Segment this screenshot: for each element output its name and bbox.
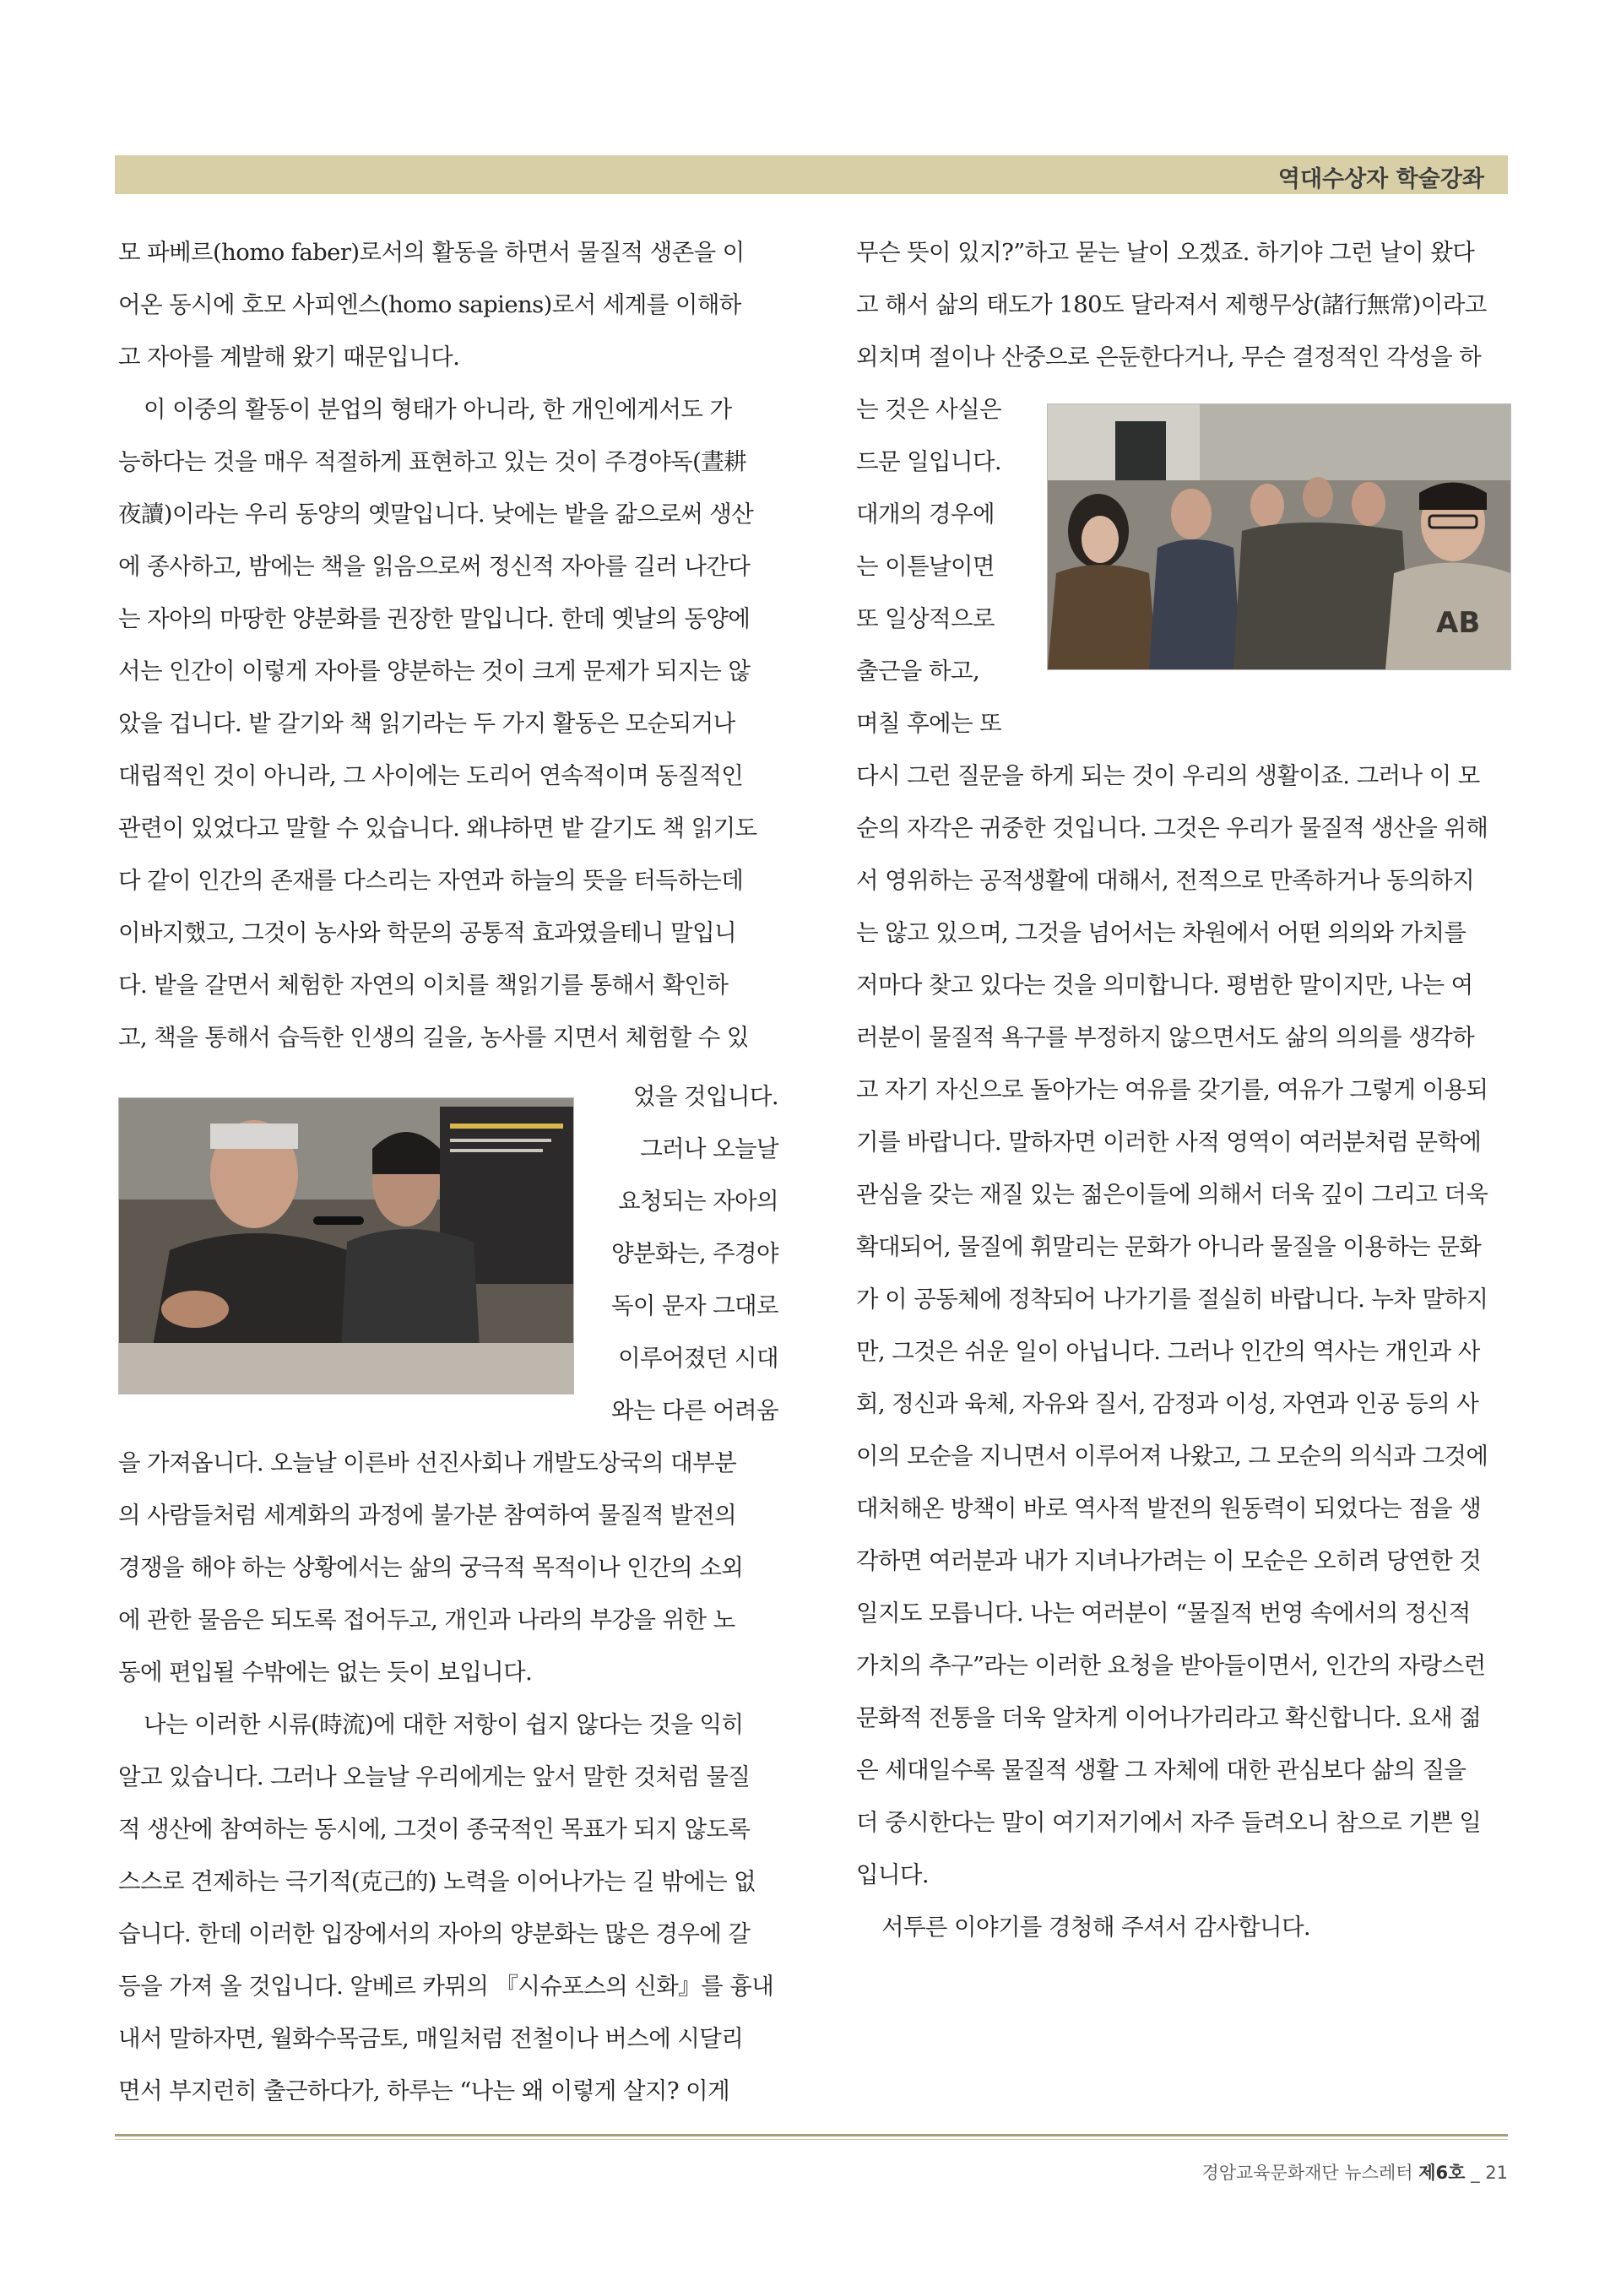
- section-header-bar: [115, 155, 1508, 194]
- text-line: 각하면 여러분과 내가 지녀나가려는 이 모순은 오히려 당연한 것: [856, 1547, 1482, 1574]
- text-line: 나는 이러한 시류(時流)에 대한 저항이 쉽지 않다는 것을 익히: [144, 1711, 744, 1738]
- text-line: 양분화는, 주경야: [610, 1240, 778, 1267]
- text-line: 대립적인 것이 아니라, 그 사이에는 도리어 연속적이며 동질적인: [118, 762, 744, 789]
- text-line: 적 생산에 참여하는 동시에, 그것이 종국적인 목표가 되지 않도록: [118, 1816, 751, 1843]
- text-line: 고 해서 삶의 태도가 180도 달라져서 제행무상(諸行無常)이라고: [856, 291, 1487, 318]
- text-line: 이의 모순을 지니면서 이루어져 나왔고, 그 모순의 의식과 그것에: [856, 1443, 1488, 1470]
- issue-number: 제6호: [1418, 2163, 1466, 2183]
- page-footer: [1201, 2159, 1508, 2185]
- text-line: 이 이중의 활동이 분업의 형태가 아니라, 한 개인에게서도 가: [144, 396, 732, 423]
- text-line: 을 가져옵니다. 오늘날 이른바 선진사회나 개발도상국의 대부분: [118, 1449, 737, 1476]
- text-line: 출근을 하고,: [856, 658, 980, 685]
- text-line: 이루어졌던 시대: [618, 1345, 778, 1372]
- text-line: 저마다 찾고 있다는 것을 의미합니다. 평범한 말이지만, 나는 여: [856, 972, 1473, 999]
- text-line: 와는 다른 어려움: [610, 1397, 778, 1424]
- text-line: 다시 그런 질문을 하게 되는 것이 우리의 생활이죠. 그러나 이 모: [856, 762, 1480, 789]
- right-column-bottom: [856, 750, 1506, 1953]
- text-line: 다. 밭을 갈면서 체험한 자연의 이치를 책읽기를 통해서 확인하: [118, 972, 729, 999]
- right-column: [856, 226, 1506, 383]
- text-line: 그러나 오늘날: [640, 1135, 778, 1162]
- text-line: 더 중시한다는 말이 여기저기에서 자주 들려오니 참으로 기쁜 일: [856, 1809, 1482, 1836]
- text-line: 습니다. 한데 이러한 입장에서의 자아의 양분화는 많은 경우에 갈: [118, 1920, 751, 1947]
- svg-text:AB: AB: [1436, 606, 1481, 640]
- text-line: 등을 가져 올 것입니다. 알베르 카뮈의 『시슈포스의 신화』를 흉내: [118, 1973, 774, 2000]
- text-line: 에 관한 물음은 되도록 접어두고, 개인과 나라의 부강을 위한 노: [118, 1606, 735, 1633]
- text-line: 회, 정신과 육체, 자유와 질서, 감정과 이성, 자연과 인공 등의 사: [856, 1390, 1479, 1417]
- text-line: 고 자기 자신으로 돌아가는 여유를 갖기를, 여유가 그렇게 이용되: [856, 1076, 1488, 1103]
- text-line: 러분이 물질적 욕구를 부정하지 않으면서도 삶의 의의를 생각하: [856, 1024, 1475, 1051]
- text-line: 의 사람들처럼 세계화의 과정에 불가분 참여하여 물질적 발전의: [118, 1502, 737, 1529]
- text-line: 은 세대일수록 물질적 생활 그 자체에 대한 관심보다 삶의 질을: [856, 1757, 1466, 1784]
- text-line: 었을 것입니다.: [632, 1083, 778, 1110]
- text-line: 가 이 공동체에 정착되어 나가기를 절실히 바랍니다. 누차 말하지: [856, 1286, 1488, 1313]
- text-line: 능하다는 것을 매우 적절하게 표현하고 있는 것이 주경야독(晝耕: [118, 448, 747, 475]
- text-line: 는 자아의 마땅한 양분화를 권장한 말입니다. 한데 옛날의 동양에: [118, 605, 751, 632]
- text-line: 모 파베르(homo faber)로서의 활동을 하면서 물질적 생존을 이: [118, 239, 745, 266]
- text-line: 가치의 추구”라는 이러한 요청을 받아들이면서, 인간의 자랑스런: [856, 1652, 1486, 1679]
- text-line: 고 자아를 계발해 왔기 때문입니다.: [118, 344, 460, 371]
- text-line: 관심을 갖는 재질 있는 젊은이들에 의해서 더욱 깊이 그리고 더욱: [856, 1181, 1488, 1208]
- speaker-photo: [118, 1097, 574, 1394]
- text-line: 어온 동시에 호모 사피엔스(homo sapiens)로서 세계를 이해하: [118, 291, 741, 318]
- text-line: 문화적 전통을 더욱 알차게 이어나가리라고 확신합니다. 요새 젊: [856, 1704, 1482, 1731]
- text-line: 이바지했고, 그것이 농사와 학문의 공통적 효과였을테니 말입니: [118, 919, 737, 946]
- section-title: 역대수상자 학술강좌: [1277, 166, 1484, 192]
- text-line: 에 종사하고, 밤에는 책을 읽음으로써 정신적 자아를 길러 나간다: [118, 553, 751, 580]
- audience-photo: [1047, 403, 1511, 670]
- text-line: 확대되어, 물질에 휘말리는 문화가 아니라 물질을 이용하는 문화: [856, 1233, 1482, 1260]
- text-line: 스스로 견제하는 극기적(克己的) 노력을 이어나가는 길 밖에는 없: [118, 1868, 756, 1895]
- text-line: 요청되는 자아의: [618, 1188, 778, 1215]
- text-line: 는 않고 있으며, 그것을 넘어서는 차원에서 어떤 의의와 가치를: [856, 919, 1466, 946]
- text-line: 관련이 있었다고 말할 수 있습니다. 왜냐하면 밭 갈기도 책 읽기도: [118, 815, 757, 842]
- text-line: 는 것은 사실은: [856, 396, 1002, 423]
- text-line: 내서 말하자면, 월화수목금토, 매일처럼 전철이나 버스에 시달리: [118, 2025, 744, 2052]
- text-line: 夜讀)이라는 우리 동양의 옛말입니다. 낮에는 밭을 갊으로써 생산: [118, 501, 754, 528]
- page-number: 21: [1485, 2163, 1508, 2183]
- text-line: 대개의 경우에: [856, 501, 995, 528]
- footer-rule-thin: [115, 2139, 1508, 2140]
- text-line: 서는 인간이 이렇게 자아를 양분하는 것이 크게 문제가 되지는 않: [118, 658, 751, 685]
- text-line: 동에 편입될 수밖에는 없는 듯이 보입니다.: [118, 1659, 533, 1686]
- text-line: 만, 그것은 쉬운 일이 아닙니다. 그러나 인간의 역사는 개인과 사: [856, 1338, 1480, 1365]
- left-column: [118, 226, 778, 1064]
- right-column-wrap: [856, 383, 1033, 750]
- footer-rule: [115, 2134, 1508, 2136]
- text-line: 입니다.: [856, 1861, 930, 1888]
- text-line: 알고 있습니다. 그러나 오늘날 우리에게는 앞서 말한 것처럼 물질: [118, 1763, 751, 1790]
- text-line: 또 일상적으로: [856, 605, 995, 632]
- text-line: 다 같이 인간의 존재를 다스리는 자연과 하늘의 뜻을 터득하는데: [118, 867, 744, 894]
- text-line: 면서 부지런히 출근하다가, 하루는 “나는 왜 이렇게 살지? 이게: [118, 2077, 730, 2104]
- text-line: 고, 책을 통해서 습득한 인생의 길을, 농사를 지면서 체험할 수 있: [118, 1024, 749, 1051]
- left-column-wrap: [583, 1070, 778, 1437]
- text-line: 순의 자각은 귀중한 것입니다. 그것은 우리가 물질적 생산을 위해: [856, 815, 1488, 842]
- text-line: 일지도 모릅니다. 나는 여러분이 “물질적 번영 속에서의 정신적: [856, 1600, 1471, 1627]
- text-line: 서 영위하는 공적생활에 대해서, 전적으로 만족하거나 동의하지: [856, 867, 1475, 894]
- footer-separator: _: [1471, 2163, 1480, 2183]
- left-column-bottom: [118, 1437, 778, 2117]
- text-line: 았을 겁니다. 밭 갈기와 책 읽기라는 두 가지 활동은 모순되거나: [118, 710, 735, 737]
- text-line: 서투른 이야기를 경청해 주셔서 감사합니다.: [881, 1914, 1311, 1941]
- publication-name: 경암교육문화재단 뉴스레터: [1201, 2163, 1413, 2183]
- text-line: 드문 일입니다.: [856, 448, 1002, 475]
- text-line: 대처해온 방책이 바로 역사적 발전의 원동력이 되었다는 점을 생: [856, 1495, 1482, 1522]
- text-line: 며칠 후에는 또: [856, 710, 1002, 737]
- text-line: 기를 바랍니다. 말하자면 이러한 사적 영역이 여러분처럼 문학에: [856, 1129, 1482, 1156]
- text-line: 외치며 절이나 산중으로 은둔한다거나, 무슨 결정적인 각성을 하: [856, 344, 1482, 371]
- text-line: 경쟁을 해야 하는 상황에서는 삶의 궁극적 목적이나 인간의 소외: [118, 1554, 744, 1581]
- text-line: 독이 문자 그대로: [610, 1292, 778, 1319]
- text-line: 무슨 뜻이 있지?”하고 묻는 날이 오겠죠. 하기야 그런 날이 왔다: [856, 239, 1475, 266]
- text-line: 는 이튿날이면: [856, 553, 995, 580]
